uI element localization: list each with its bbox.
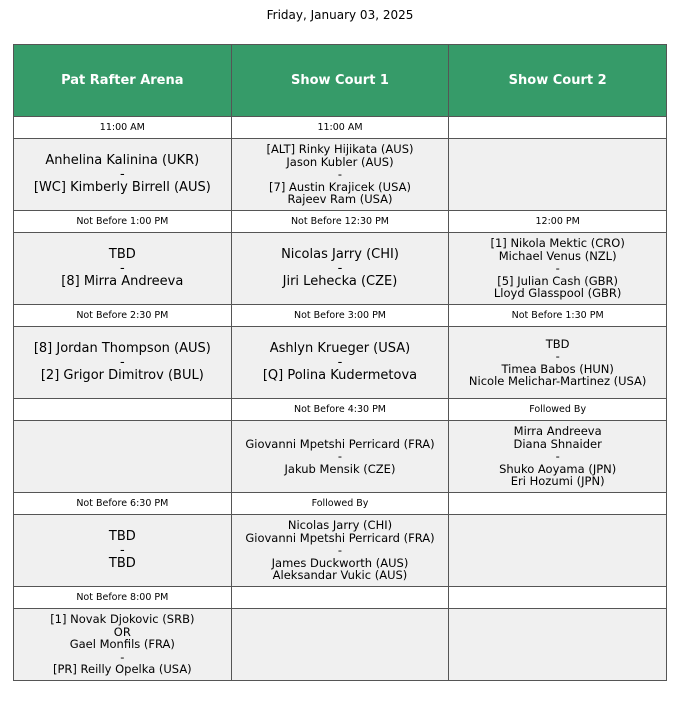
versus-separator: -	[119, 260, 125, 276]
match-time: Not Before 2:30 PM	[14, 305, 232, 327]
player-name: Nicolas Jarry (CHI)	[287, 518, 393, 533]
player-name: [1] Nikola Mektic (CRO)	[490, 236, 625, 251]
court-header: Show Court 2	[449, 45, 667, 117]
player-name: [8] Mirra Andreeva	[61, 274, 184, 290]
match-time: 11:00 AM	[14, 117, 232, 139]
match-cell	[449, 421, 667, 493]
match-cell	[449, 139, 667, 211]
time-row	[14, 305, 667, 327]
player-name: Jiri Lehecka (CZE)	[282, 274, 398, 290]
match-cell	[449, 515, 667, 587]
player-name: TBD	[108, 556, 136, 572]
player-name: Mirra Andreeva	[513, 424, 602, 439]
match-time	[449, 117, 667, 139]
match-time: Not Before 1:30 PM	[449, 305, 667, 327]
match-cell	[449, 609, 667, 681]
match-row	[14, 139, 667, 211]
match-cell	[14, 139, 232, 211]
versus-separator: -	[555, 449, 560, 464]
player-name: Rajeev Ram (USA)	[287, 192, 393, 207]
match-cell	[231, 327, 449, 399]
player-name: Aleksandar Vukic (AUS)	[272, 568, 408, 583]
match-time: Not Before 8:00 PM	[14, 587, 232, 609]
match-cell	[449, 233, 667, 305]
player-name: Jason Kubler (AUS)	[286, 154, 394, 169]
player-name: [Q] Polina Kudermetova	[262, 368, 418, 384]
match-cell	[231, 421, 449, 493]
player-name: [PR] Reilly Opelka (USA)	[52, 662, 192, 677]
versus-separator: -	[337, 260, 343, 276]
player-name: TBD	[545, 336, 570, 351]
match-time: Not Before 1:00 PM	[14, 211, 232, 233]
player-name: Anhelina Kalinina (UKR)	[45, 153, 200, 169]
match-time	[231, 587, 449, 609]
player-name: TBD	[108, 529, 136, 545]
court-header: Pat Rafter Arena	[14, 45, 232, 117]
match-cell	[231, 609, 449, 681]
player-name: [1] Novak Djokovic (SRB)	[50, 612, 195, 627]
player-name: Ashlyn Krueger (USA)	[269, 341, 411, 357]
order-of-play-table	[13, 44, 667, 681]
player-name: [2] Grigor Dimitrov (BUL)	[40, 368, 204, 384]
match-time	[449, 493, 667, 515]
match-time: Not Before 4:30 PM	[231, 399, 449, 421]
player-name: Giovanni Mpetshi Perricard (FRA)	[245, 530, 435, 545]
versus-separator: -	[337, 543, 343, 558]
court-header: Show Court 1	[231, 45, 449, 117]
player-name: Shuko Aoyama (JPN)	[499, 461, 617, 476]
time-row	[14, 587, 667, 609]
player-name: Nicolas Jarry (CHI)	[281, 247, 399, 263]
time-row	[14, 211, 667, 233]
court-header-row	[14, 45, 667, 117]
match-cell	[14, 233, 232, 305]
match-cell	[14, 327, 232, 399]
match-time	[14, 399, 232, 421]
match-cell	[14, 515, 232, 587]
player-name: Gael Monfils (FRA)	[69, 637, 175, 652]
time-row	[14, 493, 667, 515]
player-name: Eri Hozumi (JPN)	[510, 474, 605, 489]
versus-separator: -	[119, 166, 125, 182]
match-time: Not Before 6:30 PM	[14, 493, 232, 515]
match-row	[14, 515, 667, 587]
schedule-date: Friday, January 03, 2025	[266, 8, 414, 22]
versus-separator: -	[337, 354, 343, 370]
player-name: [8] Jordan Thompson (AUS)	[33, 341, 211, 357]
player-name: [ALT] Rinky Hijikata (AUS)	[266, 142, 414, 157]
player-name: [5] Julian Cash (GBR)	[497, 273, 619, 288]
match-cell	[14, 421, 232, 493]
match-cell	[449, 327, 667, 399]
match-row	[14, 609, 667, 681]
match-time: Not Before 3:00 PM	[231, 305, 449, 327]
player-name: Lloyd Glasspool (GBR)	[493, 286, 622, 301]
match-time: Followed By	[231, 493, 449, 515]
match-row	[14, 327, 667, 399]
player-name: Giovanni Mpetshi Perricard (FRA)	[245, 436, 435, 451]
player-name: Michael Venus (NZL)	[498, 248, 617, 263]
match-row	[14, 233, 667, 305]
player-name: [7] Austin Krajicek (USA)	[269, 179, 411, 194]
schedule-body	[14, 117, 667, 681]
time-row	[14, 399, 667, 421]
match-time	[449, 587, 667, 609]
player-name: [WC] Kimberly Birrell (AUS)	[33, 180, 211, 196]
versus-separator: -	[337, 167, 343, 182]
match-cell	[14, 609, 232, 681]
match-time: Not Before 12:30 PM	[231, 211, 449, 233]
match-cell	[231, 233, 449, 305]
or-separator: OR	[113, 624, 131, 639]
match-cell	[231, 139, 449, 211]
match-cell	[231, 515, 449, 587]
versus-separator: -	[555, 261, 560, 276]
player-name: TBD	[108, 247, 136, 263]
player-name: Jakub Mensik (CZE)	[284, 461, 396, 476]
versus-separator: -	[337, 449, 343, 464]
versus-separator: -	[119, 354, 125, 370]
match-time: Followed By	[449, 399, 667, 421]
versus-separator: -	[119, 542, 125, 558]
player-name: Diana Shnaider	[513, 436, 602, 451]
player-name: James Duckworth (AUS)	[271, 555, 409, 570]
match-row	[14, 421, 667, 493]
match-time: 12:00 PM	[449, 211, 667, 233]
time-row	[14, 117, 667, 139]
player-name: Timea Babos (HUN)	[501, 361, 614, 376]
match-time: 11:00 AM	[231, 117, 449, 139]
player-name: Nicole Melichar-Martinez (USA)	[468, 373, 647, 388]
versus-separator: -	[120, 649, 125, 664]
versus-separator: -	[555, 349, 560, 364]
